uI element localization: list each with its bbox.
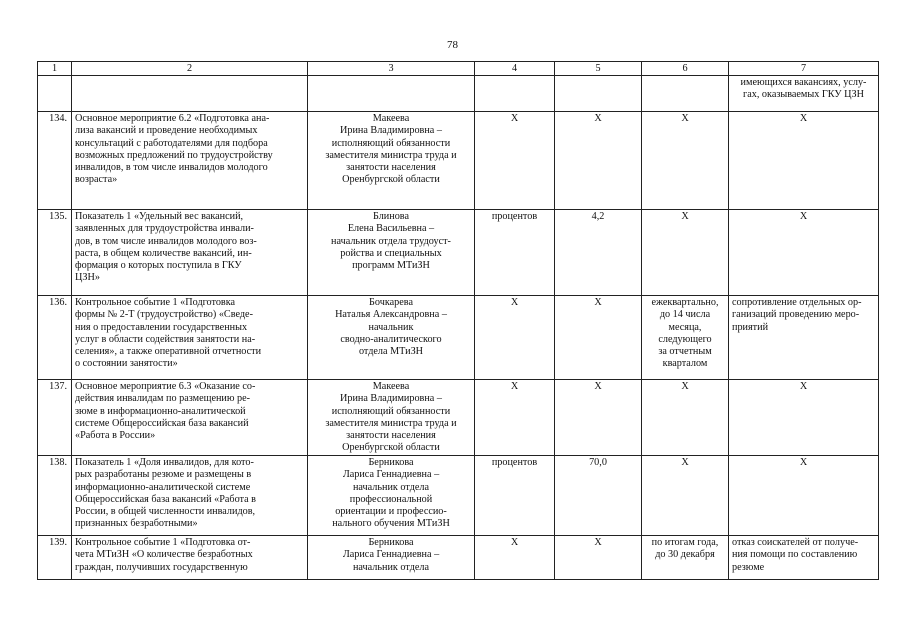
row-risk: Х: [729, 456, 879, 536]
table-row: [38, 296, 879, 380]
row-unit: Х: [475, 296, 555, 380]
row-responsible: Берникова Лариса Геннадиевна – начальник отдела: [308, 536, 475, 580]
continuation-desc: [72, 76, 308, 112]
continuation-num: [38, 76, 72, 112]
row-risk: Х: [729, 380, 879, 456]
row-description: Основное мероприятие 6.3 «Оказание со- действия инвалидам по размещению ре- зюме в информационно-аналитической системе Общероссийская база вакансий «Работа в России»: [72, 380, 308, 456]
header-col-5: 5: [555, 62, 642, 76]
row-unit: процентов: [475, 456, 555, 536]
header-col-2: 2: [72, 62, 308, 76]
table-row: [38, 112, 879, 210]
header-col-7: 7: [729, 62, 879, 76]
row-risk: отказ соискателей от получе- ния помощи по составлению резюме: [729, 536, 879, 580]
continuation-term: [642, 76, 729, 112]
continuation-resp: [308, 76, 475, 112]
row-risk: Х: [729, 210, 879, 296]
row-description: Основное мероприятие 6.2 «Подготовка ана- лиза вакансий и проведение необходимых консультаций с работодателями для подбора возможных предложений по трудоустройству инвалидов, в том числе инвалидов молодого возраста»: [72, 112, 308, 210]
header-row: [38, 62, 879, 76]
row-value: Х: [555, 536, 642, 580]
continuation-value: [555, 76, 642, 112]
row-description: Показатель 1 «Доля инвалидов, для кото- рых разработаны резюме и размещены в информационно-аналитической системе Общероссийская база вакансий «Работа в России, в общей численности инвалидов, признанных безработными»: [72, 456, 308, 536]
row-responsible: Бочкарева Наталья Александровна – начальник сводно-аналитического отдела МТиЗН: [308, 296, 475, 380]
row-term: Х: [642, 210, 729, 296]
row-value: 4,2: [555, 210, 642, 296]
continuation-unit: [475, 76, 555, 112]
row-number: 139.: [38, 536, 72, 580]
row-number: 135.: [38, 210, 72, 296]
row-value: Х: [555, 380, 642, 456]
header-col-4: 4: [475, 62, 555, 76]
header-col-1: 1: [38, 62, 72, 76]
continuation-risk: имеющихся вакансиях, услу- гах, оказываемых ГКУ ЦЗН: [729, 76, 879, 112]
row-unit: Х: [475, 536, 555, 580]
row-value: Х: [555, 112, 642, 210]
row-term: Х: [642, 112, 729, 210]
row-number: 137.: [38, 380, 72, 456]
table-row: [38, 380, 879, 456]
row-number: 134.: [38, 112, 72, 210]
row-responsible: Блинова Елена Васильевна – начальник отдела трудоуст- ройства и специальных программ МТиЗН: [308, 210, 475, 296]
row-number: 136.: [38, 296, 72, 380]
row-risk: сопротивление отдельных ор- ганизаций проведению меро- приятий: [729, 296, 879, 380]
measures-table: [37, 61, 879, 580]
row-unit: Х: [475, 112, 555, 210]
row-value: Х: [555, 296, 642, 380]
row-description: Контрольное событие 1 «Подготовка от- чета МТиЗН «О количестве безработных граждан, получивших государственную: [72, 536, 308, 580]
row-responsible: Макеева Ирина Владимировна – исполняющий обязанности заместителя министра труда и занятости населения Оренбургской области: [308, 112, 475, 210]
row-number: 138.: [38, 456, 72, 536]
row-term: по итогам года, до 30 декабря: [642, 536, 729, 580]
row-responsible: Макеева Ирина Владимировна – исполняющий обязанности заместителя министра труда и занятости населения Оренбургской области: [308, 380, 475, 456]
header-col-3: 3: [308, 62, 475, 76]
table-row: [38, 210, 879, 296]
page-number: 78: [447, 39, 458, 51]
header-col-6: 6: [642, 62, 729, 76]
table-row: [38, 536, 879, 580]
row-value: 70,0: [555, 456, 642, 536]
row-responsible: Берникова Лариса Геннадиевна – начальник отдела профессиональной ориентации и профессио- нального обучения МТиЗН: [308, 456, 475, 536]
row-unit: процентов: [475, 210, 555, 296]
row-risk: Х: [729, 112, 879, 210]
row-description: Показатель 1 «Удельный вес вакансий, заявленных для трудоустройства инвали- дов, в том числе инвалидов молодого воз- раста, в общем количестве вакансий, ин- формация о которых поступила в ГКУ ЦЗН»: [72, 210, 308, 296]
row-term: ежеквартально, до 14 числа месяца, следующего за отчетным кварталом: [642, 296, 729, 380]
table-row: [38, 456, 879, 536]
row-description: Контрольное событие 1 «Подготовка формы № 2-Т (трудоустройство) «Сведе- ния о предоставлении государственных услуг в области содействия занятости на- селения», а также оперативной отчетности о состоянии занятости»: [72, 296, 308, 380]
row-unit: Х: [475, 380, 555, 456]
row-term: Х: [642, 380, 729, 456]
continuation-row: [38, 76, 879, 112]
row-term: Х: [642, 456, 729, 536]
